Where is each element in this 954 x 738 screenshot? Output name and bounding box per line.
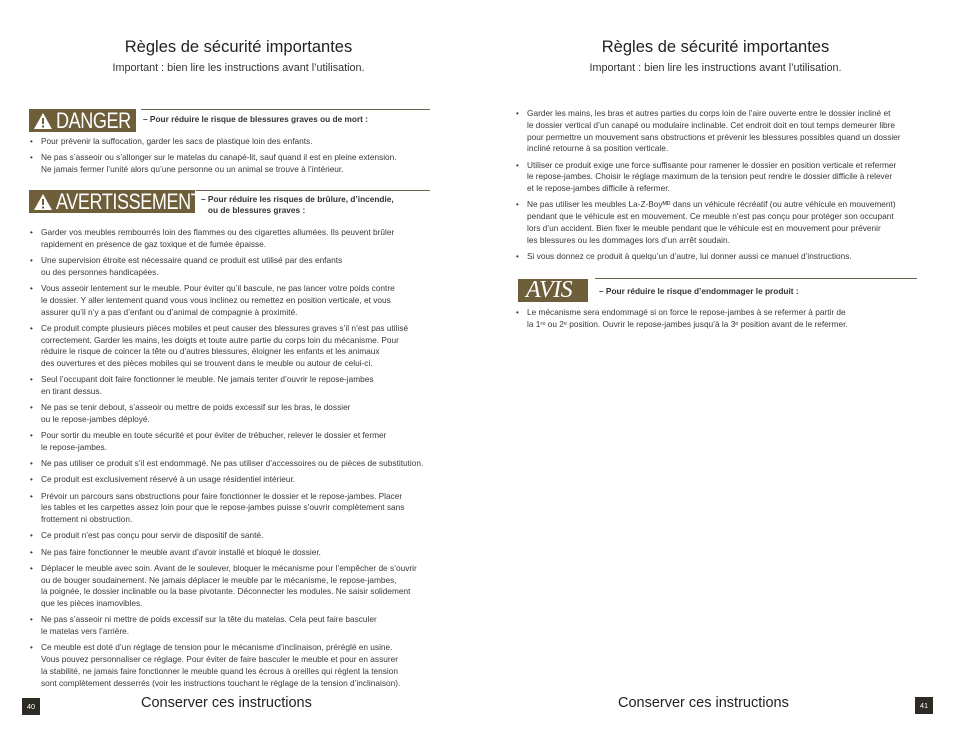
list-item-text: Ne pas faire fonctionner le meuble avant d’avoir installé et bloqué le dossier. bbox=[41, 546, 321, 557]
page-title: Règles de sécurité importantes bbox=[124, 38, 353, 56]
bullet-icon: • bbox=[516, 200, 519, 210]
list-item bbox=[30, 491, 465, 526]
list-item bbox=[30, 255, 465, 279]
warning-list bbox=[30, 227, 465, 694]
notice-label: AVIS bbox=[526, 277, 573, 303]
list-item-text: Seul l’occupant doit faire fonctionner le meuble. Ne jamais tenter d’ouvrir le repose-jambes en tirant dessus. bbox=[41, 374, 374, 397]
list-item-text: Prévoir un parcours sans obstructions pour faire fonctionner le dossier et le repose-jambes. Placer les tables et les carpettes assez loin pour que le repose-jambes puisse s’ouvrir complètement sans frottement ni obstruction. bbox=[41, 490, 405, 525]
list-item bbox=[30, 136, 460, 148]
footer-text: Conserver ces instructions bbox=[141, 695, 312, 711]
list-item bbox=[516, 251, 936, 263]
list-item bbox=[516, 199, 936, 246]
list-item-text: Ne pas s’asseoir ni mettre de poids excessif sur la tête du matelas. Cela peut faire basculer le matelas vers l’arrière. bbox=[41, 614, 377, 637]
list-item-text: Vous asseoir lentement sur le meuble. Pour éviter qu’il bascule, ne pas lancer votre poids contre le dossier. Y aller lentement quand vous vous inclinez ou remettez en position verticale, et vous assurer qu’il n’y a pas d’enfant ou d’animal de compagnie à proximité. bbox=[41, 282, 395, 317]
list-item-text: Ne pas utiliser les meubles La-Z-Boyᴹᴰ dans un véhicule récréatif (ou autre véhicule en mouvement) pendant que le véhicule est en mouvement. Ce meuble n’est pas conçu pour protéger son occupant lors d’un accident. Bien fixer le meuble pendant que le véhicule est en mouvement pour prévenir les blessures ou les dommages lors d’un arrêt soudain. bbox=[527, 199, 896, 245]
danger-caption: – Pour réduire le risque de blessures graves ou de mort : bbox=[143, 114, 369, 124]
page-subtitle: Important : bien lire les instructions avant l’utilisation. bbox=[112, 62, 365, 74]
bullet-icon: • bbox=[30, 459, 33, 469]
bullet-icon: • bbox=[30, 563, 33, 573]
bullet-icon: • bbox=[30, 153, 33, 163]
bullet-icon: • bbox=[516, 160, 519, 170]
list-item-text: Déplacer le meuble avec soin. Avant de le soulever, bloquer le mécanisme pour l’empêcher de s’ouvrir ou de bouger soudainement. Ne jamais déplacer le meuble par le mécanisme, le repose-jambes, la poignée, le dossier inclinable ou la base pivotante. Déconnecter les modules. Ne saisir solidement que les pièces inamovibles. bbox=[41, 562, 417, 609]
list-item bbox=[30, 323, 465, 370]
danger-badge bbox=[29, 109, 136, 132]
bullet-icon: • bbox=[30, 431, 33, 441]
page-number: 40 bbox=[22, 698, 40, 715]
list-item bbox=[516, 160, 936, 195]
list-item bbox=[30, 430, 465, 454]
list-item bbox=[30, 402, 465, 426]
list-item bbox=[30, 642, 465, 689]
list-item bbox=[516, 307, 936, 331]
list-item-text: Garder vos meubles rembourrés loin des flammes ou des cigarettes allumées. Ils peuvent brûler rapidement en présence de gaz toxique et de fumée épaisse. bbox=[41, 227, 395, 249]
bullet-icon: • bbox=[30, 375, 33, 385]
list-item-text: Le mécanisme sera endommagé si on force le repose-jambes à se refermer à partir de la 1ʳᵉ ou 2ᵉ position. Ouvrir le repose-jambes jusqu’à la 3ᵉ position avant de le refermer. bbox=[527, 307, 848, 329]
list-item bbox=[30, 283, 465, 318]
bullet-icon: • bbox=[30, 403, 33, 413]
bullet-icon: • bbox=[516, 308, 519, 317]
warning-triangle-icon bbox=[33, 193, 53, 211]
bullet-icon: • bbox=[30, 615, 33, 625]
bullet-icon: • bbox=[30, 547, 33, 557]
warning-caption: – Pour réduire les risques de brûlure, d’incendie, ou de blessures graves : bbox=[201, 194, 394, 215]
list-item-text: Ne pas utiliser ce produit s’il est endommagé. Ne pas utiliser d’accessoires ou de pièces de substitution. bbox=[41, 458, 424, 469]
list-item bbox=[30, 152, 460, 176]
list-item bbox=[30, 547, 465, 559]
list-item-text: Ne pas s’asseoir ou s’allonger sur le matelas du canapé-lit, sauf quand il est en pleine extension. Ne jamais fermer l’unité alors qu’une personne ou un animal se trouve à l’intérieur. bbox=[41, 152, 397, 174]
list-item bbox=[30, 458, 465, 470]
notice-rule bbox=[595, 278, 917, 279]
bullet-icon: • bbox=[30, 323, 33, 333]
list-item bbox=[30, 474, 465, 486]
warning-label: AVERTISSEMENT bbox=[56, 188, 202, 214]
danger-list bbox=[30, 136, 460, 180]
footer-text: Conserver ces instructions bbox=[618, 695, 789, 711]
list-item-text: Ce produit compte plusieurs pièces mobiles et peut causer des blessures graves s’il n’est pas utilisé correctement. Garder les mains, les doigts et toute autre partie du corps loin du mécanisme. Pour réduire le risque de coincer la tête ou d’autres blessures, éloigner les enfants et les animaux des ouvertures et des pièces mobiles qui se trouvent dans le meuble ou autour de celui-ci. bbox=[41, 322, 409, 369]
page-number: 41 bbox=[915, 697, 933, 714]
list-item bbox=[30, 530, 465, 542]
right-list bbox=[516, 108, 936, 267]
list-item bbox=[30, 227, 465, 251]
page-subtitle: Important : bien lire les instructions avant l’utilisation. bbox=[589, 62, 842, 74]
warning-triangle-icon bbox=[33, 112, 53, 130]
bullet-icon: • bbox=[30, 255, 33, 265]
bullet-icon: • bbox=[30, 531, 33, 541]
warning-badge bbox=[29, 188, 202, 214]
bullet-icon: • bbox=[30, 137, 33, 146]
list-item-text: Ce produit est exclusivement réservé à un usage résidentiel intérieur. bbox=[41, 474, 296, 485]
bullet-icon: • bbox=[516, 251, 519, 261]
list-item bbox=[30, 614, 465, 638]
danger-rule bbox=[141, 109, 430, 110]
bullet-icon: • bbox=[30, 491, 33, 501]
bullet-icon: • bbox=[30, 643, 33, 653]
bullet-icon: • bbox=[30, 228, 33, 237]
bullet-icon: • bbox=[30, 475, 33, 485]
list-item-text: Ne pas se tenir debout, s’asseoir ou mettre de poids excessif sur les bras, le dossier ou le repose-jambes déployé. bbox=[41, 402, 351, 425]
list-item bbox=[516, 108, 936, 155]
notice-list bbox=[516, 307, 936, 335]
list-item bbox=[30, 374, 465, 398]
bullet-icon: • bbox=[30, 283, 33, 293]
notice-caption: – Pour réduire le risque d’endommager le produit : bbox=[599, 286, 799, 296]
right-page bbox=[477, 0, 954, 738]
list-item bbox=[30, 563, 465, 610]
list-item-text: Ce meuble est doté d’un réglage de tension pour le mécanisme d’inclinaison, préréglé en usine. Vous pouvez personnaliser ce réglage. Pour éviter de faire basculer le meuble et pour en assurer la stabilité, ne jamais faire fonctionner le meuble quand les écrous à oreilles qui règlent la tension sont complètement desserrés (voir les instructions touchant le réglage de la tension d’inclinaison). bbox=[41, 642, 401, 688]
list-item-text: Ce produit n’est pas conçu pour servir de dispositif de santé. bbox=[41, 530, 264, 541]
list-item-text: Pour prévenir la suffocation, garder les sacs de plastique loin des enfants. bbox=[41, 136, 313, 146]
list-item-text: Une supervision étroite est nécessaire quand ce produit est utilisé par des enfants ou des personnes handicapées. bbox=[41, 254, 343, 277]
list-item-text: Pour sortir du meuble en toute sécurité et pour éviter de trébucher, relever le dossier et fermer le repose-jambes. bbox=[41, 430, 387, 453]
page-title: Règles de sécurité importantes bbox=[601, 38, 830, 56]
notice-badge bbox=[518, 279, 588, 302]
danger-label: DANGER bbox=[56, 107, 131, 133]
list-item-text: Si vous donnez ce produit à quelqu’un d’autre, lui donner aussi ce manuel d’instructions. bbox=[527, 250, 852, 261]
warning-rule bbox=[196, 190, 430, 191]
list-item-text: Utiliser ce produit exige une force suffisante pour ramener le dossier en position verticale et refermer le repose-jambes. Choisir le réglage maximum de la tension peut rendre le dossier difficile à relever et le repose-jambes difficile à refermer. bbox=[527, 159, 897, 194]
list-item-text: Garder les mains, les bras et autres parties du corps loin de l’aire ouverte entre le dossier incliné et le dossier vertical d’un canapé ou modulaire inclinable. Cet endroit doit en tout temps demeurer libre pour permettre un mouvement sans obstructions et prévenir les blessures possibles quand un dossier incliné retourne à sa position verticale. bbox=[527, 108, 901, 154]
bullet-icon: • bbox=[516, 109, 519, 118]
